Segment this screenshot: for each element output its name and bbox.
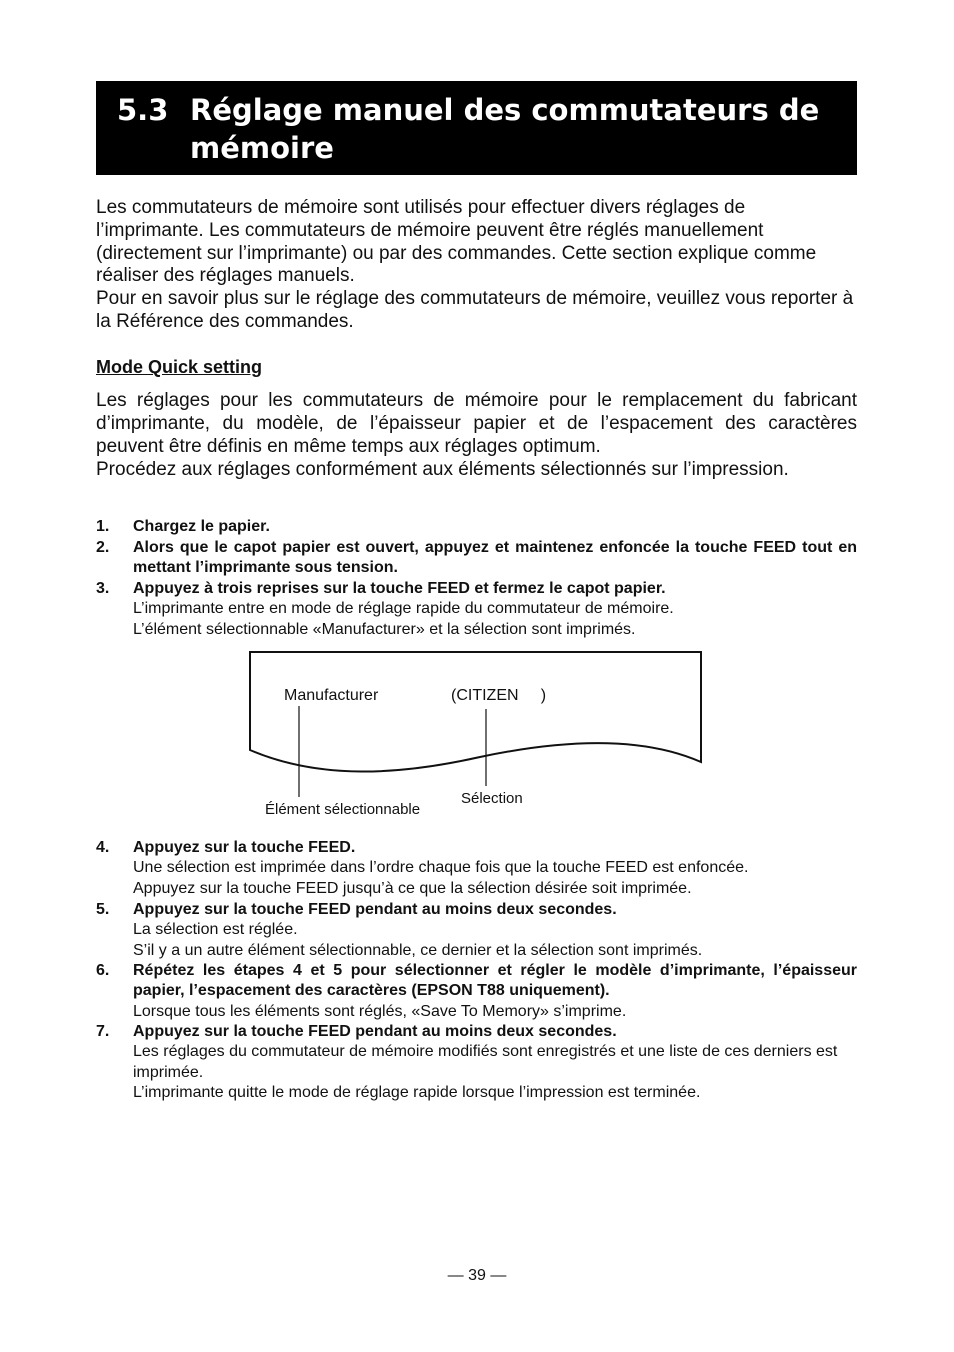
step-note: Appuyez sur la touche FEED jusqu’à ce que la sélection désirée soit imprimée. [133, 879, 692, 897]
step-note: La sélection est réglée. [133, 921, 298, 939]
step-number: 4. [96, 839, 110, 856]
section-paragraph-1: Les réglages pour les commutateurs de mémoire pour le remplacement du fabricant d’imprimante, du modèle, de l’épaisseur papier et de l’espacement des caractères peuvent être définis en même temps aux réglages optimum. [96, 390, 857, 457]
step-note: L’imprimante entre en mode de réglage rapide du commutateur de mémoire. [133, 600, 674, 618]
section-title: Réglage manuel des commutateurs de mémoire [190, 93, 820, 165]
step-instruction: Alors que le capot papier est ouvert, appuyez et maintenez enfoncée la touche FEED tout en mettant l’imprimante sous tension. [133, 539, 857, 577]
step-instruction: Appuyez à trois reprises sur la touche FEED et fermez le capot papier. [133, 580, 666, 597]
step-number: 1. [96, 518, 110, 535]
printed-selection-text: (CITIZEN ) [451, 687, 547, 704]
step-note: Les réglages du commutateur de mémoire modifiés sont enregistrés et une liste de ces derniers est imprimée. [133, 1043, 838, 1081]
step-instruction: Appuyez sur la touche FEED pendant au moins deux secondes. [133, 901, 617, 918]
step-note: Une sélection est imprimée dans l’ordre chaque fois que la touche FEED est enfoncée. [133, 859, 749, 877]
step-number: 2. [96, 539, 110, 556]
intro-paragraph-1: Les commutateurs de mémoire sont utilisés pour effectuer divers réglages de l’imprimante. Les commutateurs de mémoire peuvent être réglés manuellement (directement sur l’imprimante) ou par des commandes. Cette section explique comme réaliser des réglages manuels. [96, 197, 817, 287]
selection-label: Sélection [461, 790, 523, 807]
step-note: L’imprimante quitte le mode de réglage rapide lorsque l’impression est terminée. [133, 1084, 701, 1102]
paper-outline [250, 652, 701, 772]
step-number: 6. [96, 962, 110, 979]
step-note: S’il y a un autre élément sélectionnable, ce dernier et la sélection sont imprimés. [133, 941, 703, 959]
step-instruction: Appuyez sur la touche FEED. [133, 839, 356, 856]
step-number: 3. [96, 580, 110, 597]
step-instruction: Répétez les étapes 4 et 5 pour sélectionner et régler le modèle d’imprimante, l’épaisseur papier, l’espacement des caractères (EPSON T88 uniquement). [133, 962, 857, 1000]
step-instruction: Chargez le papier. [133, 518, 270, 535]
step-number: 7. [96, 1023, 110, 1040]
item-label: Élément sélectionnable [265, 801, 421, 818]
step-instruction: Appuyez sur la touche FEED pendant au moins deux secondes. [133, 1023, 617, 1040]
intro-paragraph-2: Pour en savoir plus sur le réglage des commutateurs de mémoire, veuillez vous reporter à la Référence des commandes. [96, 288, 854, 332]
printed-item-text: Manufacturer [284, 687, 379, 704]
step-note: Lorsque tous les éléments sont réglés, «Save To Memory» s’imprime. [133, 1002, 627, 1020]
subsection-heading: Mode Quick setting [96, 357, 263, 377]
section-paragraph-2: Procédez aux réglages conformément aux éléments sélectionnés sur l’impression. [96, 459, 789, 480]
page-number: — 39 — [447, 1267, 507, 1284]
step-note: L’élément sélectionnable «Manufacturer» et la sélection sont imprimés. [133, 620, 636, 638]
section-number: 5.3 [117, 93, 169, 127]
step-number: 5. [96, 901, 110, 918]
